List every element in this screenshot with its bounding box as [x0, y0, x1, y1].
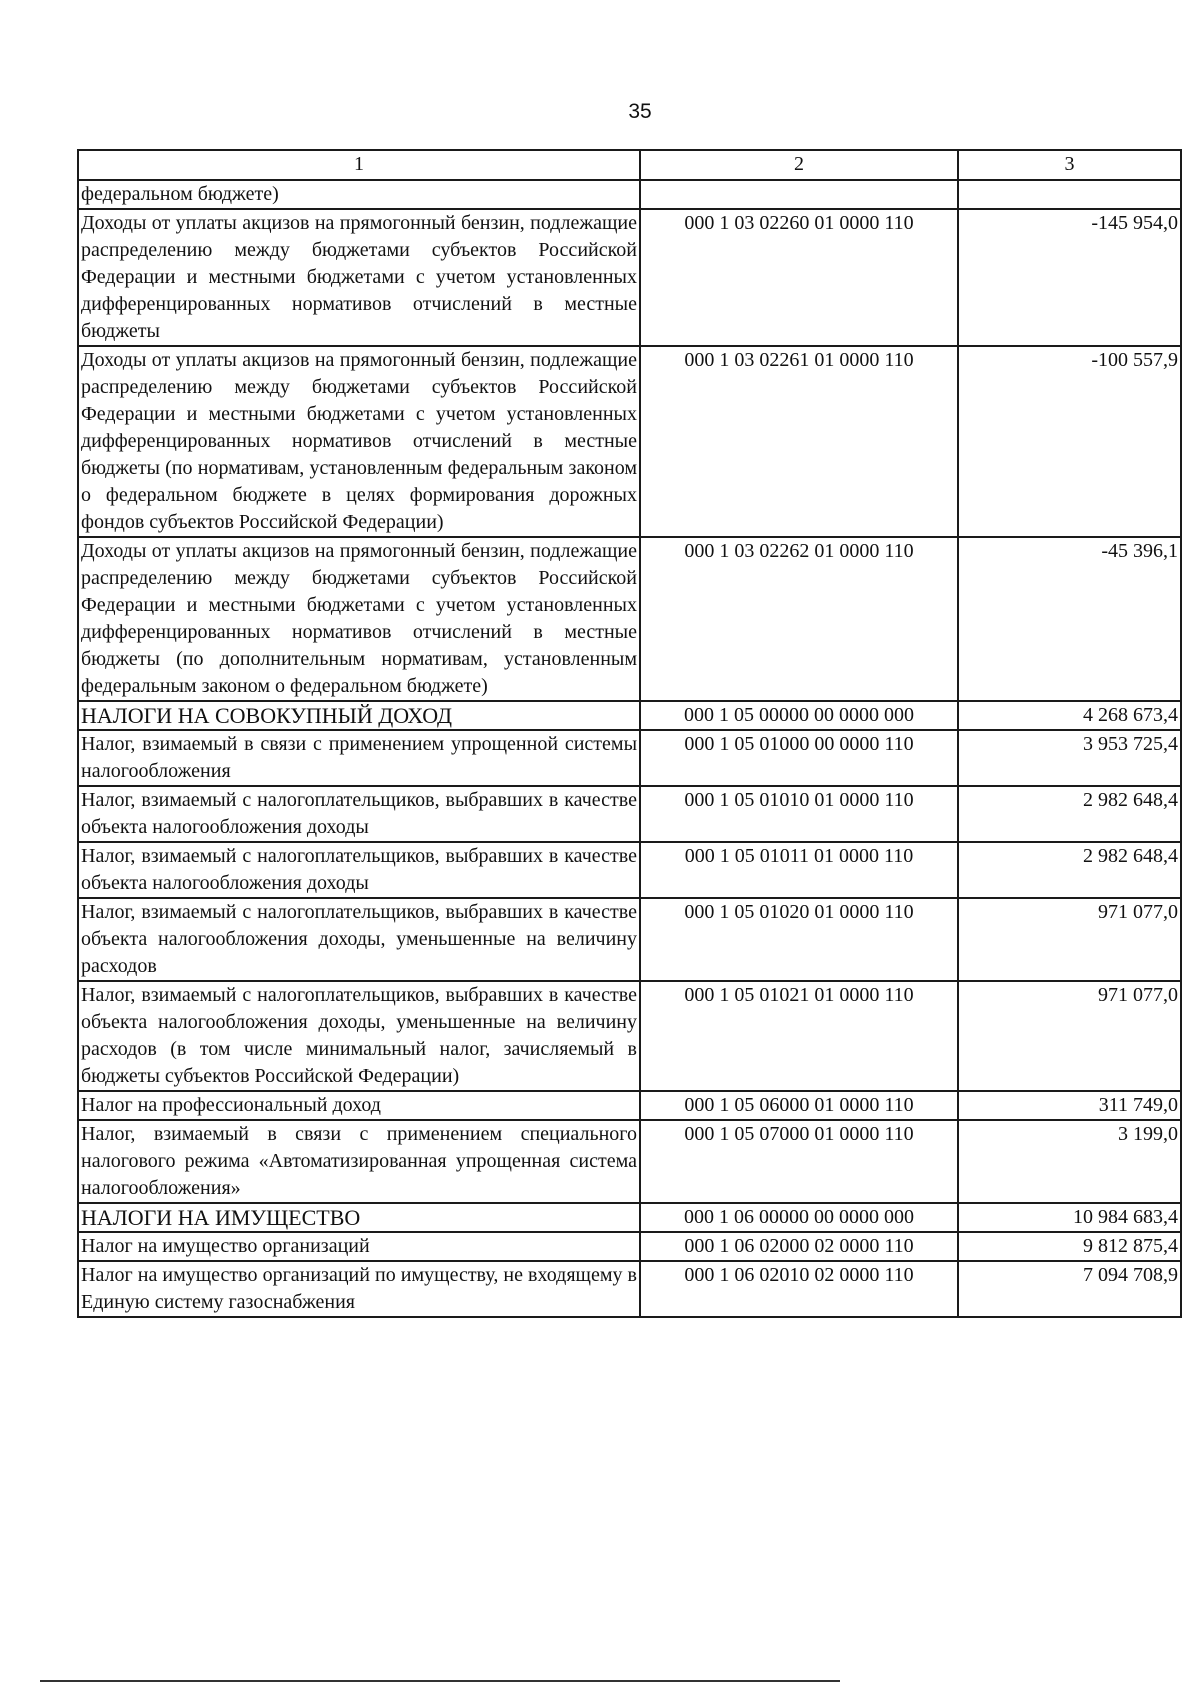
amount-cell: -100 557,9: [958, 346, 1181, 537]
table-row: [78, 898, 1181, 981]
income-name-cell: Налог на имущество организаций по имуществу, не входящему в Единую систему газоснабжения: [78, 1261, 640, 1317]
budget-code-cell: 000 1 05 07000 01 0000 110: [640, 1120, 958, 1203]
table-row: [78, 1091, 1181, 1120]
budget-code-cell: [640, 180, 958, 209]
budget-code-cell: 000 1 03 02262 01 0000 110: [640, 537, 958, 701]
budget-code-cell: 000 1 06 00000 00 0000 000: [640, 1203, 958, 1232]
footer-rule: [40, 1680, 840, 1682]
table-row: [78, 842, 1181, 898]
income-name-cell: Налог на профессиональный доход: [78, 1091, 640, 1120]
table-row: [78, 730, 1181, 786]
income-name-cell: Налог на имущество организаций: [78, 1232, 640, 1261]
amount-cell: 7 094 708,9: [958, 1261, 1181, 1317]
amount-cell: 2 982 648,4: [958, 842, 1181, 898]
income-name-cell: Налог, взимаемый с налогоплательщиков, выбравших в качестве объекта налогообложения доходы: [78, 786, 640, 842]
amount-cell: 2 982 648,4: [958, 786, 1181, 842]
table-row: [78, 180, 1181, 209]
amount-cell: 10 984 683,4: [958, 1203, 1181, 1232]
table-row: [78, 1261, 1181, 1317]
income-name-cell: Доходы от уплаты акцизов на прямогонный бензин, подлежащие распределению между бюджетами субъектов Российской Федерации и местными бюджетами с учетом установленных дифференцированных нормативов отчислений в местные бюджеты (по дополнительным нормативам, установленным федеральным законом о федеральном бюджете): [78, 537, 640, 701]
budget-code-cell: 000 1 03 02260 01 0000 110: [640, 209, 958, 346]
budget-code-cell: 000 1 05 06000 01 0000 110: [640, 1091, 958, 1120]
budget-code-cell: 000 1 05 01010 01 0000 110: [640, 786, 958, 842]
budget-code-cell: 000 1 05 01011 01 0000 110: [640, 842, 958, 898]
amount-cell: [958, 180, 1181, 209]
amount-cell: 971 077,0: [958, 981, 1181, 1091]
amount-cell: 311 749,0: [958, 1091, 1181, 1120]
section-row: [78, 701, 1181, 730]
table-row: [78, 981, 1181, 1091]
income-name-cell: Доходы от уплаты акцизов на прямогонный бензин, подлежащие распределению между бюджетами субъектов Российской Федерации и местными бюджетами с учетом установленных дифференцированных нормативов отчислений в местные бюджеты (по нормативам, установленным федеральным законом о федеральном бюджете в целях формирования дорожных фондов субъектов Российской Федерации): [78, 346, 640, 537]
column-header-1: 1: [78, 150, 640, 180]
budget-code-cell: 000 1 03 02261 01 0000 110: [640, 346, 958, 537]
table-row: [78, 1120, 1181, 1203]
budget-code-cell: 000 1 06 02010 02 0000 110: [640, 1261, 958, 1317]
income-name-cell: федеральном бюджете): [78, 180, 640, 209]
table-row: [78, 1232, 1181, 1261]
table-row: [78, 346, 1181, 537]
table-header-row: [78, 150, 1181, 180]
income-name-cell: Налог, взимаемый с налогоплательщиков, выбравших в качестве объекта налогообложения доходы, уменьшенные на величину расходов (в том числе минимальный налог, зачисляемый в бюджеты субъектов Российской Федерации): [78, 981, 640, 1091]
budget-code-cell: 000 1 05 01021 01 0000 110: [640, 981, 958, 1091]
amount-cell: 3 199,0: [958, 1120, 1181, 1203]
column-header-2: 2: [640, 150, 958, 180]
budget-code-cell: 000 1 05 01000 00 0000 110: [640, 730, 958, 786]
table-row: [78, 537, 1181, 701]
amount-cell: -145 954,0: [958, 209, 1181, 346]
income-name-cell: Налог, взимаемый в связи с применением упрощенной системы налогообложения: [78, 730, 640, 786]
table-row: [78, 786, 1181, 842]
section-heading-cell: НАЛОГИ НА СОВОКУПНЫЙ ДОХОД: [78, 701, 640, 730]
income-name-cell: Налог, взимаемый в связи с применением специального налогового режима «Автоматизированная упрощенная система налогообложения»: [78, 1120, 640, 1203]
column-header-3: 3: [958, 150, 1181, 180]
income-name-cell: Налог, взимаемый с налогоплательщиков, выбравших в качестве объекта налогообложения доходы, уменьшенные на величину расходов: [78, 898, 640, 981]
income-name-cell: Налог, взимаемый с налогоплательщиков, выбравших в качестве объекта налогообложения доходы: [78, 842, 640, 898]
section-heading-cell: НАЛОГИ НА ИМУЩЕСТВО: [78, 1203, 640, 1232]
budget-code-cell: 000 1 06 02000 02 0000 110: [640, 1232, 958, 1261]
amount-cell: 4 268 673,4: [958, 701, 1181, 730]
amount-cell: -45 396,1: [958, 537, 1181, 701]
budget-code-cell: 000 1 05 00000 00 0000 000: [640, 701, 958, 730]
income-name-cell: Доходы от уплаты акцизов на прямогонный бензин, подлежащие распределению между бюджетами субъектов Российской Федерации и местными бюджетами с учетом установленных дифференцированных нормативов отчислений в местные бюджеты: [78, 209, 640, 346]
revenue-table: [77, 149, 1182, 1318]
budget-code-cell: 000 1 05 01020 01 0000 110: [640, 898, 958, 981]
amount-cell: 3 953 725,4: [958, 730, 1181, 786]
section-row: [78, 1203, 1181, 1232]
amount-cell: 971 077,0: [958, 898, 1181, 981]
page-number: 35: [628, 100, 652, 123]
table-row: [78, 209, 1181, 346]
amount-cell: 9 812 875,4: [958, 1232, 1181, 1261]
